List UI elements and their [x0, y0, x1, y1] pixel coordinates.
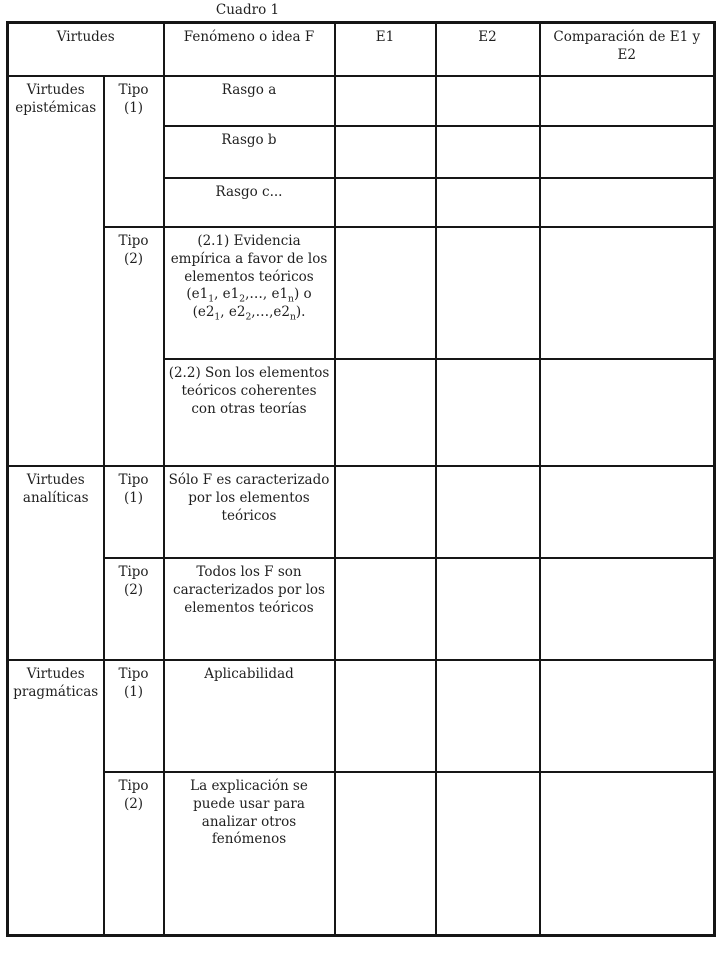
empty-cell-e2	[436, 359, 540, 466]
cell-analiticas-tipo1: Tipo (1)	[104, 466, 164, 558]
empty-cell-e1	[335, 558, 436, 660]
empty-cell-comparacion	[540, 227, 715, 359]
empty-cell-e2	[436, 660, 540, 772]
empty-cell-comparacion	[540, 466, 715, 558]
header-virtudes: Virtudes	[8, 23, 164, 77]
empty-cell-comparacion	[540, 178, 715, 227]
empty-cell-comparacion	[540, 126, 715, 178]
cell-pragmaticas-tipo1: Tipo (1)	[104, 660, 164, 772]
empty-cell-e2	[436, 227, 540, 359]
cell-analiticas-tipo2: Tipo (2)	[104, 558, 164, 660]
cell-virtudes-pragmaticas: Virtudes pragmáticas	[8, 660, 104, 936]
empty-cell-e1	[335, 227, 436, 359]
empty-cell-e2	[436, 772, 540, 936]
cell-epistemicas-tipo1: Tipo (1)	[104, 76, 164, 227]
empty-cell-e1	[335, 660, 436, 772]
cell-pragmaticas-tipo2: Tipo (2)	[104, 772, 164, 936]
empty-cell-e1	[335, 359, 436, 466]
header-e1: E1	[335, 23, 436, 77]
cell-epistemicas-tipo2: Tipo (2)	[104, 227, 164, 466]
empty-cell-e1	[335, 126, 436, 178]
cell-solo-f: Sólo F es caracterizado por los elementos teóricos	[164, 466, 335, 558]
row-evidencia-empirica	[8, 227, 715, 359]
header-comparacion: Comparación de E1 y E2	[540, 23, 715, 77]
cell-explicacion: La explicación se puede usar para analizar otros fenómenos	[164, 772, 335, 936]
empty-cell-e2	[436, 558, 540, 660]
header-e2: E2	[436, 23, 540, 77]
virtues-comparison-table	[6, 21, 716, 937]
row-pragmaticas-tipo2	[8, 772, 715, 936]
empty-cell-e2	[436, 76, 540, 126]
header-row	[8, 23, 715, 77]
cell-aplicabilidad: Aplicabilidad	[164, 660, 335, 772]
empty-cell-comparacion	[540, 558, 715, 660]
empty-cell-comparacion	[540, 76, 715, 126]
empty-cell-e1	[335, 178, 436, 227]
cell-rasgo-a: Rasgo a	[164, 76, 335, 126]
table-caption: Cuadro 1	[215, 2, 280, 18]
row-analiticas-tipo1	[8, 466, 715, 558]
cell-evidencia-empirica: (2.1) Evidencia empírica a favor de los elementos teóricos ($e1_1$, $e1_2,\dots$, $e1_n$) o ($e2_1$, $e2_2,\dots,e2_n$).	[164, 227, 335, 359]
empty-cell-comparacion	[540, 772, 715, 936]
empty-cell-comparacion	[540, 359, 715, 466]
empty-cell-e2	[436, 126, 540, 178]
empty-cell-comparacion	[540, 660, 715, 772]
cell-coherencia: (2.2) Son los elementos teóricos coherentes con otras teorías	[164, 359, 335, 466]
cell-rasgo-b: Rasgo b	[164, 126, 335, 178]
row-analiticas-tipo2	[8, 558, 715, 660]
cell-rasgo-c: Rasgo c...	[164, 178, 335, 227]
empty-cell-e1	[335, 466, 436, 558]
row-pragmaticas-tipo1	[8, 660, 715, 772]
cell-virtudes-epistemicas: Virtudes epistémicas	[8, 76, 104, 466]
empty-cell-e1	[335, 772, 436, 936]
row-rasgo-a	[8, 76, 715, 126]
empty-cell-e2	[436, 466, 540, 558]
empty-cell-e1	[335, 76, 436, 126]
cell-virtudes-analiticas: Virtudes analíticas	[8, 466, 104, 660]
empty-cell-e2	[436, 178, 540, 227]
cell-todos-f: Todos los F son caracterizados por los elementos teóricos	[164, 558, 335, 660]
header-fenomeno: Fenómeno o idea F	[164, 23, 335, 77]
